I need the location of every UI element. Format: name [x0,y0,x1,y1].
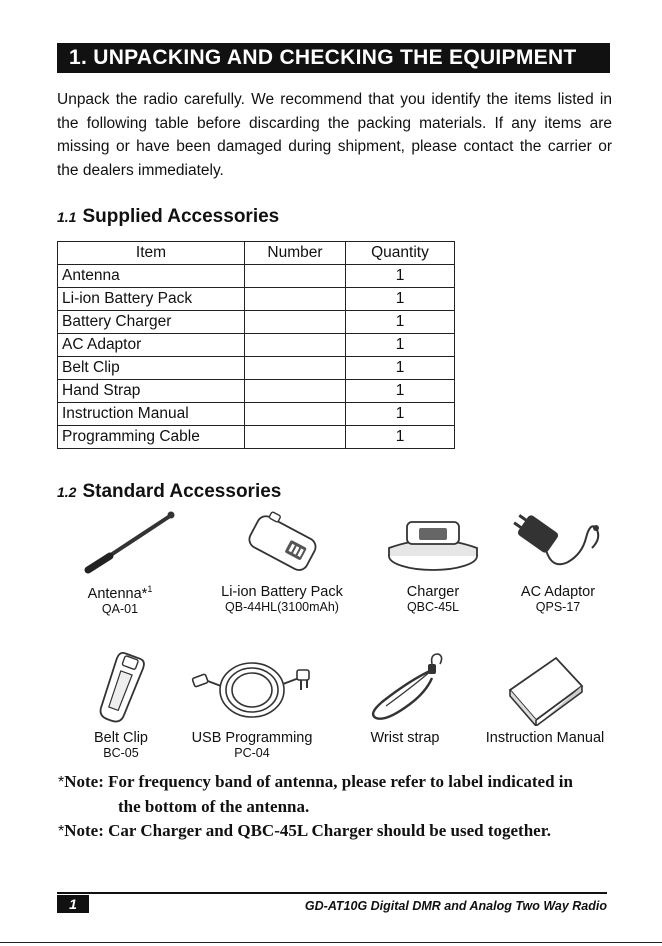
accessory-belt-clip [78,650,164,760]
cell-item: Belt Clip [58,357,245,380]
accessory-wrist-strap [360,650,450,746]
table-row [58,311,455,334]
section-heading-supplied [57,206,279,228]
cell-quantity: 1 [346,403,455,426]
note-1-continuation: the bottom of the antenna. [118,797,310,816]
cell-number [245,426,346,449]
table-row [58,403,455,426]
accessory-instruction-manual [478,650,612,746]
battery-pack-icon [232,508,332,580]
accessory-code: QA-01 [101,601,139,616]
accessory-name: Charger [406,584,460,600]
table-row [58,380,455,403]
footnote-marker: 1 [147,584,153,594]
accessory-name: Belt Clip [94,730,148,746]
table-row [58,288,455,311]
note-1 [58,770,573,795]
cell-item: Battery Charger [58,311,245,334]
ac-adaptor-icon [508,508,608,580]
cell-item: Instruction Manual [58,403,245,426]
cell-item: AC Adaptor [58,334,245,357]
cell-number [245,380,346,403]
table-row [58,265,455,288]
accessory-charger [378,508,488,614]
cell-quantity: 1 [346,265,455,288]
asterisk: * [58,823,65,840]
section-number: 1.2 [57,484,77,500]
accessory-antenna [70,508,170,616]
accessory-usb-cable [184,650,320,760]
accessory-name: Instruction Manual [485,730,605,746]
chapter-banner: 1. UNPACKING AND CHECKING THE EQUIPMENT [57,43,610,73]
cell-number [245,311,346,334]
accessory-name: Wrist strap [370,730,440,746]
note-text: Note: Car Charger and QBC-45L Charger should be used together. [64,821,551,840]
section-title: Standard Accessories [82,481,282,502]
section-number: 1.1 [57,209,77,225]
charger-icon [383,508,483,580]
intro-paragraph: Unpack the radio carefully. We recommend that you identify the items listed in the following table before discarding the packing materials. If any items are missing or have been damaged during shipment, please contact the carrier or the dealers immediately. [57,91,612,179]
belt-clip-icon [81,650,161,726]
accessory-name: AC Adaptor [520,584,596,600]
accessory-code: BC-05 [103,746,139,760]
page-number: 1 [57,895,89,913]
table-row [58,426,455,449]
accessory-name: Li-ion Battery Pack [221,584,343,600]
accessory-code: QB-44HL(3100mAh) [225,600,339,614]
cell-item: Li-ion Battery Pack [58,288,245,311]
cell-number [245,288,346,311]
footer-rule [57,892,607,894]
cell-item: Hand Strap [58,380,245,403]
section-heading-standard [57,481,281,503]
page-bottom-rule [0,942,662,943]
table-header-row [58,242,455,265]
cell-number [245,265,346,288]
column-header-quantity: Quantity [346,242,455,265]
accessory-battery [212,508,352,614]
manual-icon [500,650,590,726]
accessory-code: PC-04 [234,746,270,760]
cell-number [245,357,346,380]
cell-quantity: 1 [346,334,455,357]
note-text: Note: For frequency band of antenna, please refer to label indicated in [64,772,573,791]
table-row [58,357,455,380]
accessories-table [57,241,455,449]
cell-quantity: 1 [346,288,455,311]
footer-title: GD-AT10G Digital DMR and Analog Two Way Radio [304,899,607,913]
cell-quantity: 1 [346,426,455,449]
cell-quantity: 1 [346,311,455,334]
notes-block [58,770,573,844]
table-row [58,334,455,357]
usb-cable-icon [187,650,317,726]
accessory-code: QPS-17 [535,600,581,614]
accessory-ac-adaptor [506,508,610,614]
cell-item: Antenna [58,265,245,288]
note-2 [58,819,573,844]
antenna-icon [70,508,180,580]
cell-quantity: 1 [346,357,455,380]
asterisk: * [58,774,65,791]
cell-item: Programming Cable [58,426,245,449]
accessory-name: Antenna*$^1$ [87,584,153,602]
cell-number [245,334,346,357]
column-header-item: Item [58,242,245,265]
accessory-code: QBC-45L [406,600,460,614]
column-header-number: Number [245,242,346,265]
accessory-name: USB Programming [191,730,313,746]
cell-number [245,403,346,426]
section-title: Supplied Accessories [82,206,280,227]
cell-quantity: 1 [346,380,455,403]
wrist-strap-icon [360,650,450,726]
